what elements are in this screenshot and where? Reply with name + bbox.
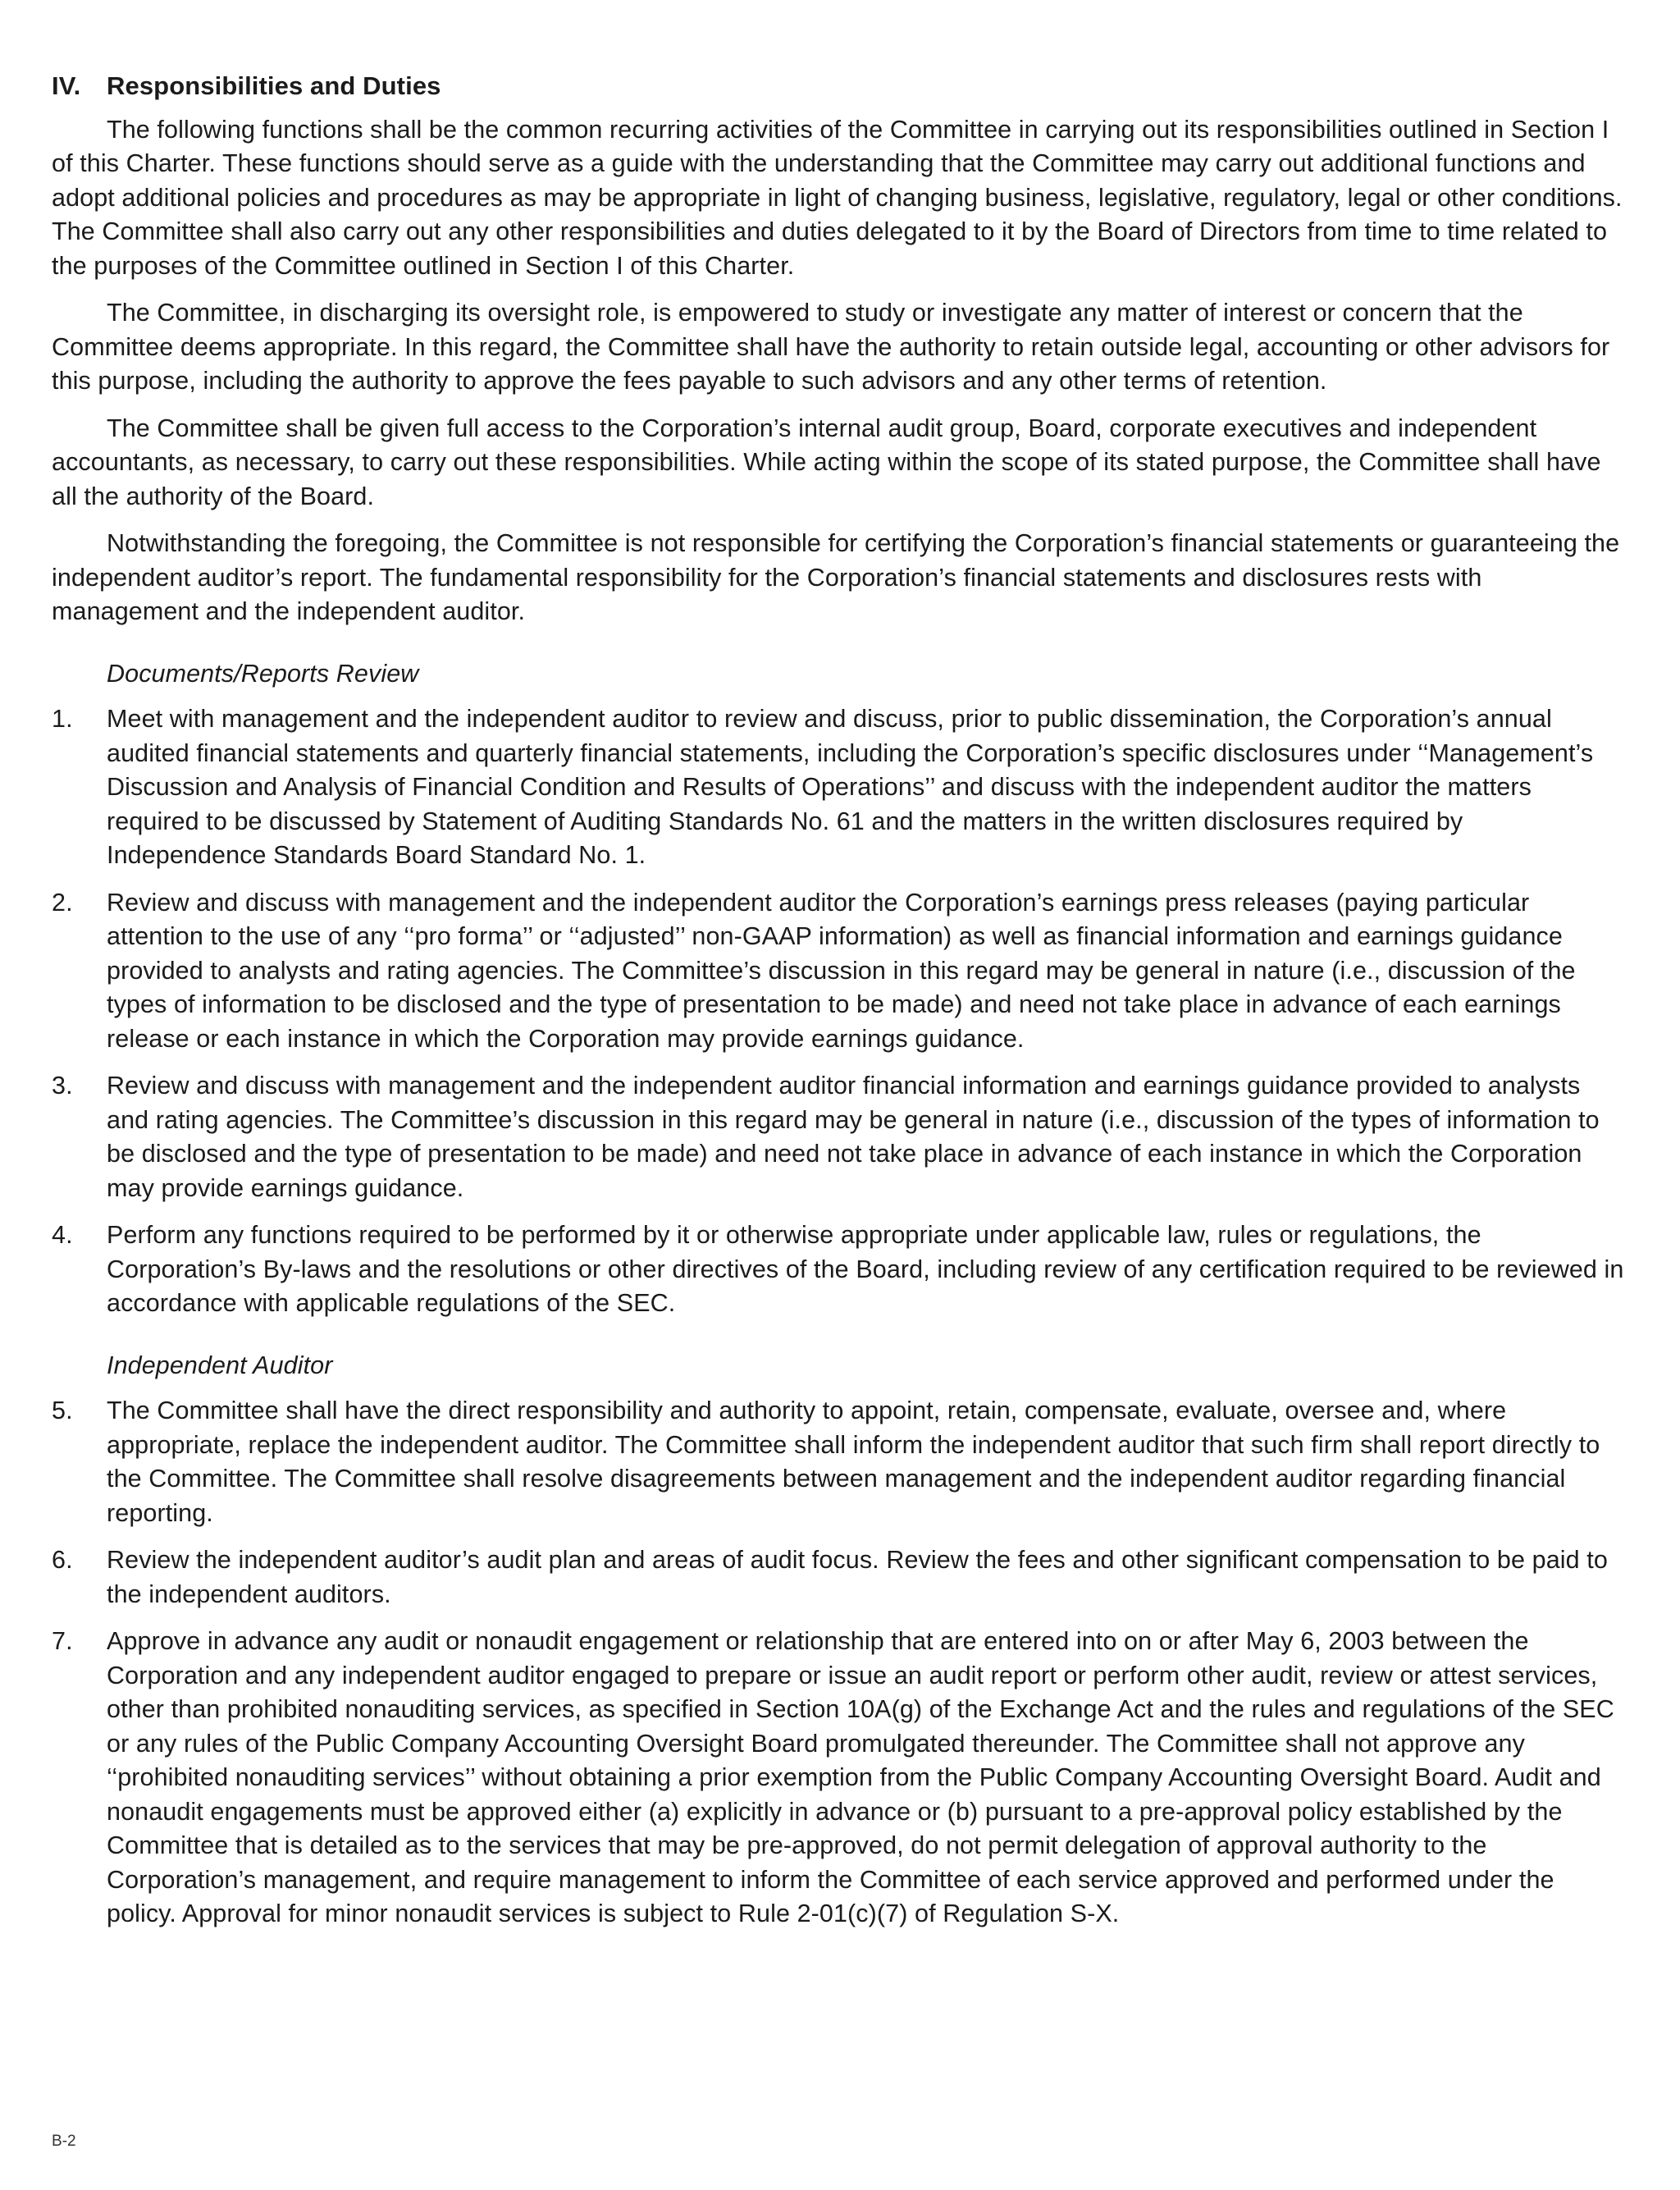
- list-item: [52, 1625, 1628, 1932]
- page-number: B-2: [52, 2133, 76, 2150]
- list-item-text: Perform any functions required to be performed by it or otherwise appropriate under applicable law, rules or regulations, the Corporation’s By-laws and the resolutions or other directives of the Board, including review of any certification required to be reviewed in accordance with applicable regulations of the SEC.: [107, 1221, 1624, 1317]
- intro-paragraph: The following functions shall be the common recurring activities of the Committee in carrying out its responsibilities outlined in Section I of this Charter. These functions should serve as a guide with the understanding that the Committee may carry out additional functions and adopt additional policies and procedures as may be appropriate in light of changing business, legislative, regulatory, legal or other conditions. The Committee shall also carry out any other responsibilities and duties delegated to it by the Board of Directors from time to time related to the purposes of the Committee outlined in Section I of this Charter.: [52, 115, 1623, 280]
- list-item-number: 4.: [52, 1221, 73, 1249]
- list-item: [52, 1543, 1628, 1612]
- list-item: [52, 1394, 1628, 1530]
- list-item-number: 5.: [52, 1397, 73, 1424]
- list-item-text: The Committee shall have the direct responsibility and authority to appoint, retain, compensate, evaluate, oversee and, where appropriate, replace the independent auditor. The Committee shall inform the independent auditor that such firm shall report directly to the Committee. The Committee shall resolve disagreements between management and the independent auditor regarding financial reporting.: [107, 1397, 1600, 1527]
- list-item-number: 2.: [52, 888, 73, 917]
- list-item-text: Review the independent auditor’s audit plan and areas of audit focus. Review the fees and other significant compensation to be paid to the independent auditors.: [107, 1546, 1608, 1608]
- list-item-text: Review and discuss with management and the independent auditor the Corporation’s earnings press releases (paying particular attention to the use of any ‘‘pro forma’’ or ‘‘adjusted’’ non-GAAP information) as well as financial information and earnings guidance provided to analysts and rating agencies. The Committee’s discussion in this regard may be general in nature (i.e., discussion of the types of information to be disclosed and the type of presentation to be made) and need not take place in advance of each earnings release or each instance in which the Corporation may provide earnings guidance.: [107, 888, 1576, 1053]
- list-item-number: 3.: [52, 1072, 73, 1100]
- list-item-text: Meet with management and the independent auditor to review and discuss, prior to public dissemination, the Corporation’s annual audited financial statements and quarterly financial statements, including the Corporation’s specific disclosures under ‘‘Management’s Discussion and Analysis of Financial Condition and Results of Operations’’ and discuss with the independent auditor the matters required to be discussed by Statement of Auditing Standards No. 61 and the matters in the written disclosures required by Independence Standards Board Standard No. 1.: [107, 705, 1594, 869]
- list-item-number: 6.: [52, 1546, 73, 1574]
- list-item-number: 1.: [52, 705, 73, 733]
- list-item: [52, 702, 1628, 873]
- list-item-number: 7.: [52, 1627, 73, 1655]
- independent-auditor-subheading: Independent Auditor: [107, 1351, 333, 1379]
- list-item-text: Review and discuss with management and the independent auditor financial information and earnings guidance provided to analysts and rating agencies. The Committee’s discussion in this regard may be general in nature (i.e., discussion of the types of information to be disclosed and the type of presentation to be made) and need not take place in advance of each instance in which the Corporation may provide earnings guidance.: [107, 1072, 1600, 1202]
- list-item: [52, 1218, 1628, 1321]
- list-item: [52, 886, 1628, 1057]
- section-heading: [52, 69, 1628, 103]
- document-page: [52, 69, 1628, 1945]
- intro-paragraph: Notwithstanding the foregoing, the Committee is not responsible for certifying the Corporation’s financial statements or guaranteeing the independent auditor’s report. The fundamental responsibility for the Corporation’s financial statements and disclosures rests with management and the independent auditor.: [52, 529, 1620, 625]
- intro-paragraph: The Committee, in discharging its oversight role, is empowered to study or investigate any matter of interest or concern that the Committee deems appropriate. In this regard, the Committee shall have the authority to retain outside legal, accounting or other advisors for this purpose, including the authority to approve the fees payable to such advisors and any other terms of retention.: [52, 299, 1610, 395]
- section-title: Responsibilities and Duties: [107, 71, 441, 100]
- section-number: IV.: [52, 71, 81, 100]
- list-item: [52, 1069, 1628, 1205]
- list-item-text: Approve in advance any audit or nonaudit engagement or relationship that are entered into on or after May 6, 2003 between the Corporation and any independent auditor engaged to prepare or issue an audit report or perform other audit, review or attest services, other than prohibited nonauditing services, as specified in Section 10A(g) of the Exchange Act and the rules and regulations of the SEC or any rules of the Public Company Accounting Oversight Board promulgated thereunder. The Committee shall not approve any ‘‘prohibited nonauditing services’’ without obtaining a prior exemption from the Public Company Accounting Oversight Board. Audit and nonaudit engagements must be approved either (a) explicitly in advance or (b) pursuant to a pre-approval policy established by the Committee that is detailed as to the services that may be pre-approved, do not permit delegation of approval authority to the Corporation’s management, and require management to inform the Committee of each service approved and performed under the policy. Approval for minor nonaudit services is subject to Rule 2-01(c)(7) of Regulation S-X.: [107, 1627, 1614, 1927]
- intro-paragraph: The Committee shall be given full access to the Corporation’s internal audit group, Board, corporate executives and independent accountants, as necessary, to carry out these responsibilities. While acting within the scope of its stated purpose, the Committee shall have all the authority of the Board.: [52, 414, 1601, 510]
- documents-review-subheading: Documents/Reports Review: [107, 659, 419, 688]
